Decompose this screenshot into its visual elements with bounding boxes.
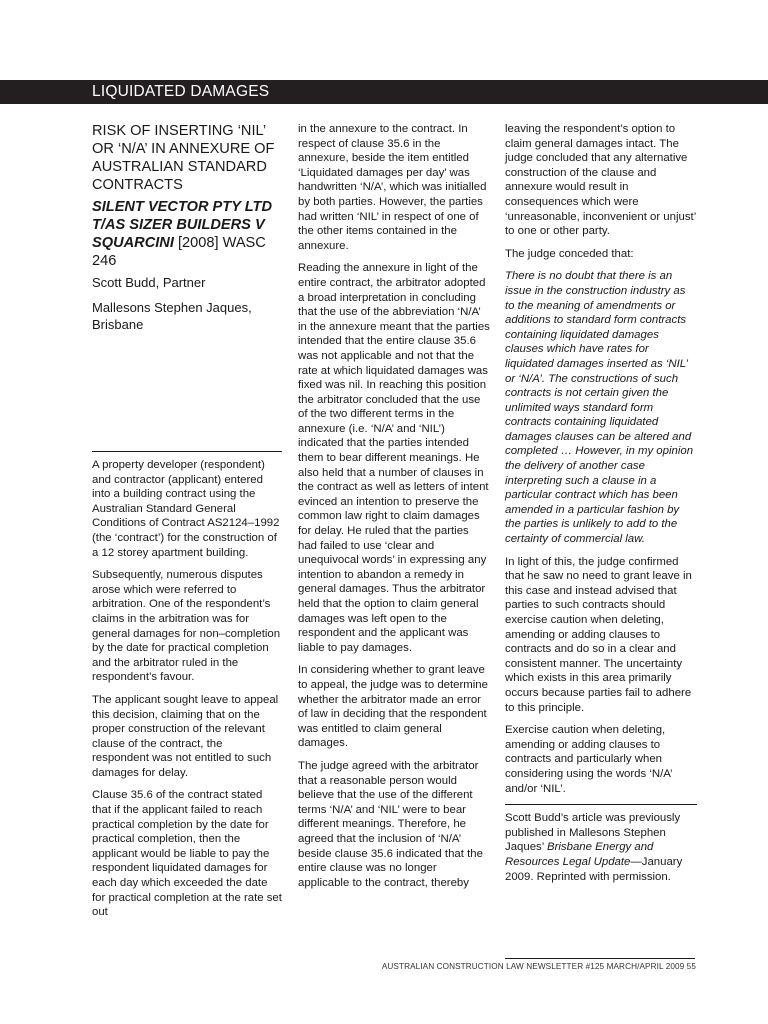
body-paragraph: In light of this, the judge confirmed that he saw no need to grant leave in this case and instead advised that parties to such contracts should exercise caution when deleting, amending or adding clauses to contracts and do so in a clear and consistent manner. The uncertainty which exists in this area primarily occurs because parties fail to adhere to this principle. — [505, 555, 692, 714]
body-paragraph: Exercise caution when deleting, amending or adding clauses to contracts and particularly when considering using the words ‘N/A’ and/or ‘NIL’. — [505, 724, 673, 795]
note-tail: —January 2009. Reprinted with permission. — [505, 855, 683, 883]
body-paragraph: The judge agreed with the arbitrator that a reasonable person would believe that the use of the different terms ‘N/A’ and ‘NIL’ were to bear different meanings. Therefore, he agreed that the inclusion of ‘N/A’ beside clause 35.6 indicated that the entire clause was no longer applicable to the contract, thereby — [298, 759, 483, 889]
judgment-quote: There is no doubt that there is an issue in the construction industry as to the meaning of amendments or additions to standard form contracts containing liquidated damages clauses which have rates for liquidated damages inserted as ‘NIL’ or ‘N/A’. The constructions of such contracts is not certain given the unlimited ways standard form contracts containing liquidated damages clauses can be altered and completed … However, in my opinion the delivery of another case interpreting such a clause in a particular contract which has been amended in a particular fashion by the parties is unlikely to add to the certainty of commercial law. — [505, 270, 694, 546]
body-paragraph: in the annexure to the contract. In respect of clause 35.6 in the annexure, beside the item entitled ‘Liquidated damages per day’ was handwritten ‘N/A’, which was initialled by both parties. However, the parties had written ‘NIL’ in respect of one of the other items contained in the annexure. — [298, 123, 487, 252]
column-divider — [92, 451, 282, 452]
body-paragraph: A property developer (respondent) and contractor (applicant) entered into a building contract using the Australian Standard General Conditions of Contract AS2124–1992 (the ‘contract’) for the construction of a 12 storey apartment building. — [92, 459, 280, 559]
article-headline: RISK OF INSERTING ‘NIL’ OR ‘N/A’ IN ANNEXURE OF AUSTRALIAN STANDARD CONTRACTS — [92, 123, 275, 193]
note-divider — [505, 804, 697, 805]
case-citation-block — [92, 198, 282, 270]
column-1 — [92, 122, 282, 928]
republication-note — [505, 811, 697, 884]
column-2 — [298, 122, 490, 898]
body-paragraph: In considering whether to grant leave to appeal, the judge was to determine whether the arbitrator made an error of law in deciding that the respondent was entitled to claim general damages. — [298, 664, 488, 750]
column-3 — [505, 122, 697, 892]
case-parties: SILENT VECTOR PTY LTD T/AS SIZER BUILDERS V SQUARCINI — [92, 199, 273, 251]
body-paragraph: Subsequently, numerous disputes arose which were referred to arbitration. One of the respondent’s claims in the arbitration was for general damages for non–completion by the date for practical completion and the arbitrator ruled in the respondent’s favour. — [92, 569, 281, 684]
body-paragraph: The judge conceded that: — [505, 247, 634, 260]
author-name: Scott Budd, Partner — [92, 275, 206, 290]
body-paragraph: leaving the respondent’s option to claim general damages intact. The judge concluded that any alternative construction of the clause and annexure would result in consequences which were ‘unreasonable, inconvenient or unjust’ to one or other party. — [505, 123, 696, 238]
section-banner — [0, 80, 768, 104]
case-citation: [2008] WASC 246 — [92, 235, 266, 269]
body-paragraph: Clause 35.6 of the contract stated that if the applicant failed to reach practical completion by the date for practical completion, then the applicant would be liable to pay the respondent liquidated damages for each day which exceeded the date for practical completion at the rate set out — [92, 789, 282, 919]
note-lead: Scott Budd’s article was previously published in Mallesons Stephen Jaques’ — [505, 812, 681, 854]
note-publication: Brisbane Energy and Resources Legal Update — [505, 841, 654, 868]
section-title: LIQUIDATED DAMAGES — [92, 83, 270, 100]
author-firm: Mallesons Stephen Jaques, Brisbane — [92, 300, 252, 332]
page-footer: AUSTRALIAN CONSTRUCTION LAW NEWSLETTER #125 MARCH/APRIL 2009 55 — [381, 962, 696, 971]
body-paragraph: Reading the annexure in light of the entire contract, the arbitrator adopted a broad interpretation in concluding that the use of the abbreviation ‘N/A’ in the annexure meant that the parties intended that the entire clause 35.6 was not applicable and not that the rate at which liquidated damages was fixed was nil. In reaching this position the arbitrator concluded that the use of the two different terms in the annexure (i.e. ‘N/A’ and ‘NIL’) indicated that the parties intended them to bear different meanings. He also held that a number of clauses in the contract as well as letters of intent evinced an intention to preserve the common law right to claim damages for delay. He ruled that the parties had failed to use ‘clear and unequivocal words’ in expressing any intention to abandon a remedy in general damages. Thus the arbitrator held that the option to claim general damages was left open to the respondent and the applicant was liable to pay damages. — [298, 262, 490, 654]
footer-divider — [505, 958, 695, 959]
body-paragraph: The applicant sought leave to appeal this decision, claiming that on the proper construction of the relevant clause of the contract, the respondent was not entitled to such damages for delay. — [92, 693, 279, 779]
